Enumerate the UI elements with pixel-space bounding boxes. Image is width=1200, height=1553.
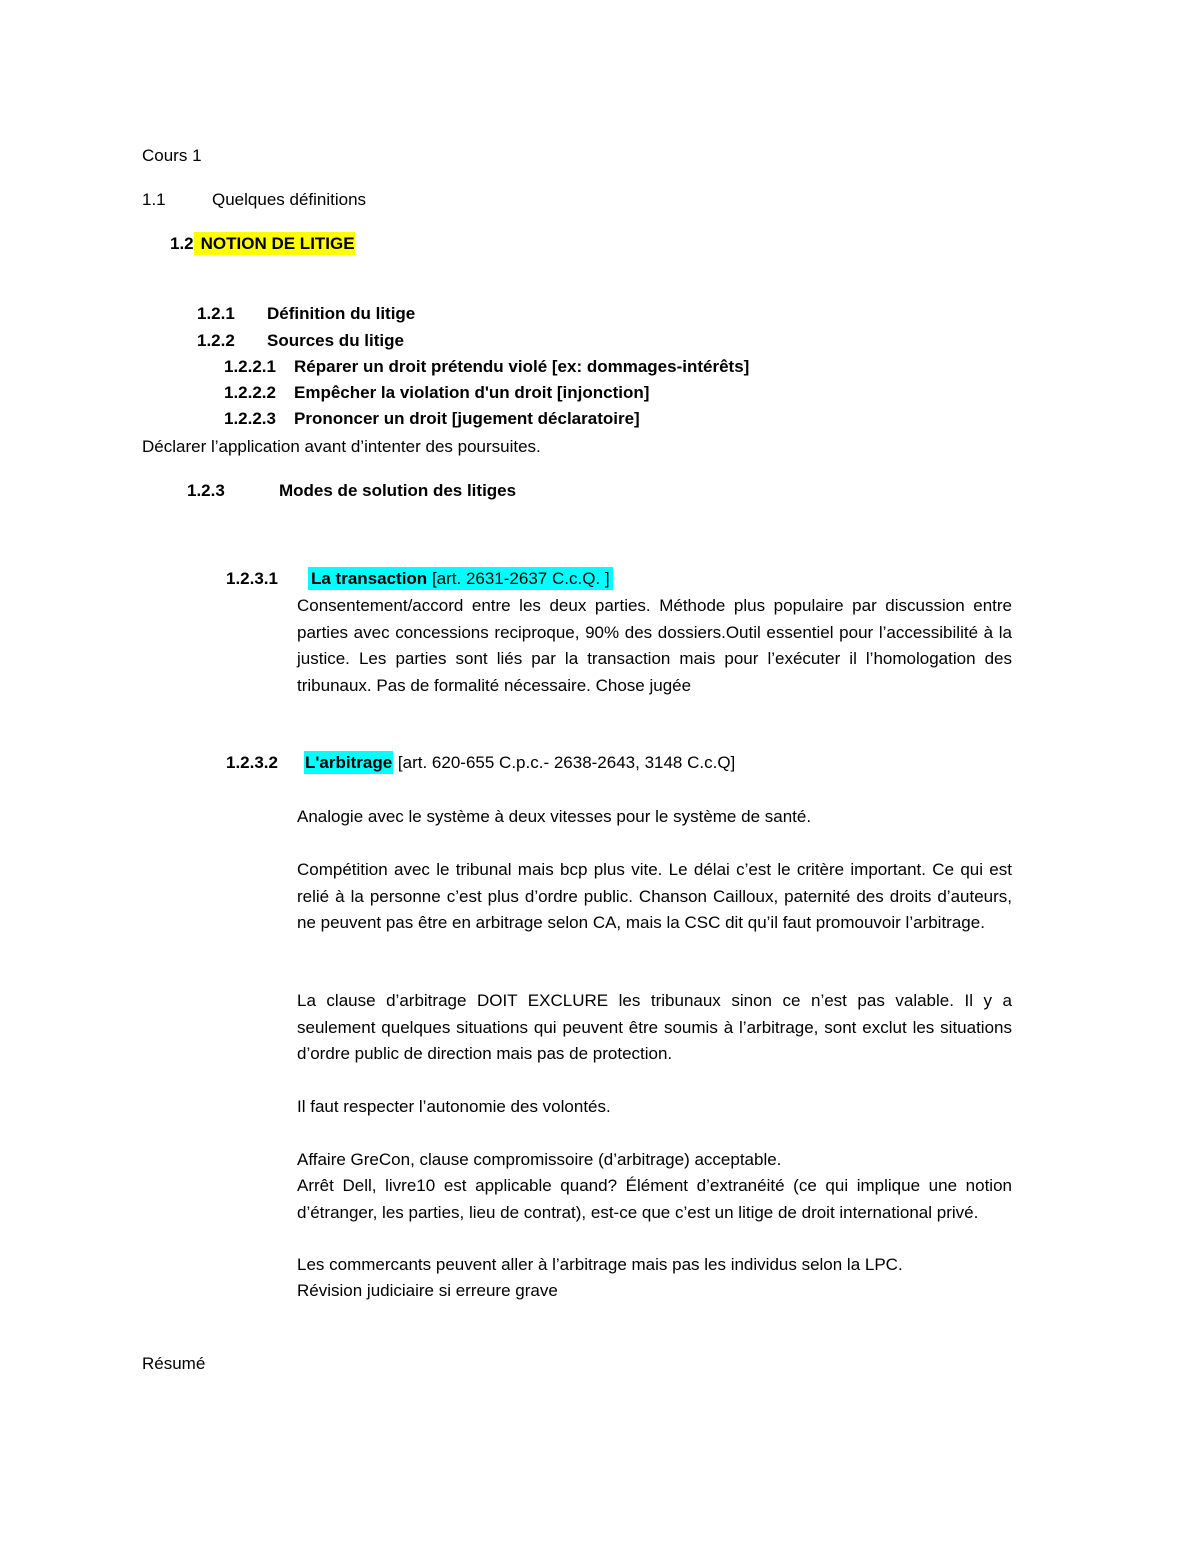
heading-1-2-number: 1.2 xyxy=(170,234,194,253)
heading-1-2-3-1-number: 1.2.3.1 xyxy=(226,569,278,588)
arbitrage-paragraph-3: La clause d’arbitrage DOIT EXCLURE les tribunaux sinon ce n’est pas valable. Il y a seulement quelques situations qui peuvent être soumis à l’arbitrage, sont exclut les situations d’ordre public de direction mais pas de protection. xyxy=(297,991,1012,1063)
document-title: Cours 1 xyxy=(142,146,202,165)
heading-1-2-3-1-title: La transaction xyxy=(311,569,428,588)
heading-1-1-text: Quelques définitions xyxy=(212,190,367,209)
heading-1-2-3-1-ref: [art. 2631-2637 C.c.Q. ] xyxy=(431,569,610,588)
arbitrage-paragraph-5: Affaire GreCon, clause compromissoire (d’arbitrage) acceptable. xyxy=(297,1150,782,1169)
heading-1-2-3 xyxy=(187,478,516,504)
heading-1-2-2-1 xyxy=(224,354,749,380)
heading-1-2-3-number: 1.2.3 xyxy=(187,481,225,500)
heading-1-2-2-2 xyxy=(224,380,649,406)
heading-1-2-3-text: Modes de solution des litiges xyxy=(279,481,517,500)
heading-1-2 xyxy=(170,231,355,257)
heading-1-2-3-2-title: L'arbitrage xyxy=(305,753,393,772)
heading-1-2-1 xyxy=(197,301,415,327)
heading-1-2-text: NOTION DE LITIGE xyxy=(194,232,355,255)
heading-1-2-3-2-number: 1.2.3.2 xyxy=(226,753,278,772)
note-declarer: Déclarer l’application avant d’intenter des poursuites. xyxy=(142,437,541,456)
heading-1-2-2 xyxy=(197,328,404,354)
heading-1-1-number: 1.1 xyxy=(142,190,166,209)
arbitrage-paragraph-7: Les commercants peuvent aller à l’arbitrage mais pas les individus selon la LPC. xyxy=(297,1255,903,1274)
transaction-paragraph: Consentement/accord entre les deux parties. Méthode plus populaire par discussion entre parties avec concessions reciproque, 90% des dossiers.Outil essentiel pour l’accessibilité à la justice. Les parties sont liés par la transaction mais pour l’exécuter il l’homologation des tribunaux. Pas de formalité nécessaire. Chose jugée xyxy=(297,596,1012,695)
heading-1-2-3-2-ref: [art. 620-655 C.p.c.- 2638-2643, 3148 C.c.Q] xyxy=(397,753,736,772)
heading-1-2-2-2-text: Empêcher la violation d'un droit [injonction] xyxy=(294,383,650,402)
heading-1-2-2-3 xyxy=(224,406,640,432)
arbitrage-paragraph-6: Arrêt Dell, livre10 est applicable quand? Élément d’extranéité (ce qui implique une notion d’étranger, les parties, lieu de contrat), est-ce que c’est un litige de droit international privé. xyxy=(297,1176,1012,1222)
heading-1-1 xyxy=(142,187,366,213)
heading-1-2-3-1 xyxy=(226,566,613,592)
arbitrage-paragraph-2: Compétition avec le tribunal mais bcp plus vite. Le délai c’est le critère important. Ce qui est relié à la personne c’est plus d’ordre public. Chanson Cailloux, paternité des droits d’auteurs, ne peuvent pas être en arbitrage selon CA, mais la CSC dit qu’il faut promouvoir l’arbitrage. xyxy=(297,860,1012,932)
heading-1-2-2-2-number: 1.2.2.2 xyxy=(224,383,276,402)
heading-1-2-2-number: 1.2.2 xyxy=(197,331,235,350)
heading-1-2-2-1-number: 1.2.2.1 xyxy=(224,357,276,376)
heading-1-2-2-1-text: Réparer un droit prétendu violé [ex: dommages-intérêts] xyxy=(294,357,750,376)
heading-1-2-1-number: 1.2.1 xyxy=(197,304,235,323)
arbitrage-paragraph-4: Il faut respecter l’autonomie des volontés. xyxy=(297,1097,611,1116)
heading-1-2-1-text: Définition du litige xyxy=(267,304,416,323)
arbitrage-paragraph-1: Analogie avec le système à deux vitesses pour le système de santé. xyxy=(297,807,812,826)
heading-1-2-3-2 xyxy=(226,750,735,776)
summary-heading: Résumé xyxy=(142,1354,206,1373)
arbitrage-paragraph-8: Révision judiciaire si erreure grave xyxy=(297,1281,558,1300)
heading-1-2-2-3-number: 1.2.2.3 xyxy=(224,409,276,428)
heading-1-2-3-1-highlight xyxy=(308,567,613,590)
heading-1-2-2-3-text: Prononcer un droit [jugement déclaratoire] xyxy=(294,409,640,428)
heading-1-2-2-text: Sources du litige xyxy=(267,331,404,350)
